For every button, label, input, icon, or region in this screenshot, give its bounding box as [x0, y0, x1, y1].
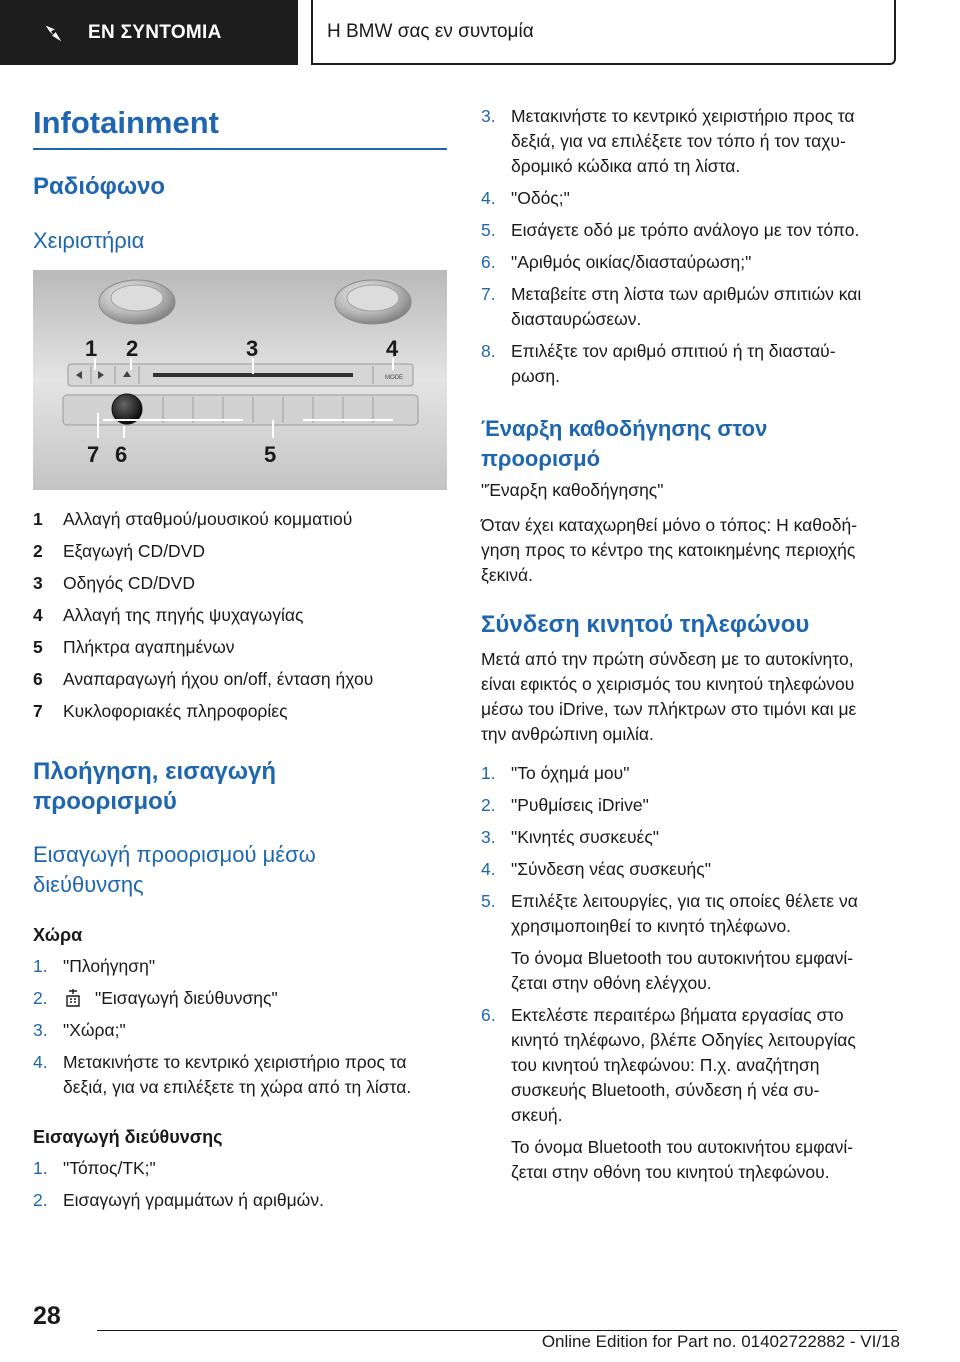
figure-callout: 1 — [85, 336, 98, 361]
page-title: Infotainment — [33, 105, 219, 140]
phone-connection-text: Μετά από την πρώτη σύνδεση με το αυτοκίνητο, είναι εφικτός ο χειρισμός του κινητού τηλεφώνου μέσω του iDrive, των πλήκτρων στο τιμόνι και με την ανθρώπινη ομιλία. — [481, 649, 857, 744]
list-item: 1. "Τόπος/ΤΚ;" — [33, 1158, 156, 1178]
legend-item: 5 Πλήκτρα αγαπημένων — [33, 636, 235, 657]
figure-callout: 5 — [264, 442, 277, 467]
list-item: 2. "Ρυθμίσεις iDrive" — [481, 795, 649, 815]
figure-callout: 4 — [386, 336, 399, 361]
address-steps-continued — [481, 104, 901, 396]
page-number: 28 — [33, 1302, 61, 1330]
address-steps — [33, 1156, 447, 1220]
list-item: 6. Εκτελέστε περαιτέρω βήματα εργασίας στο κινητό τηλέφωνο, βλέπε Οδηγίες λειτουργίας του κινητού τηλεφώνου: Π.χ. αναζήτηση συσκευής Bluetooth, σύνδεση ή νέα συ- σκευή. — [481, 1005, 856, 1125]
list-item: 2. Εισαγωγή γραμμάτων ή αριθμών. — [33, 1190, 324, 1210]
legend-item: 1 Αλλαγή σταθμού/μουσικού κομματιού — [33, 508, 353, 529]
list-item: 4. Μετακινήστε το κεντρικό χειριστήριο προς τα δεξιά, για να επιλέξετε τη χώρα από τη λίστα. — [33, 1052, 412, 1097]
legend-item: 2 Εξαγωγή CD/DVD — [33, 540, 205, 561]
start-guidance-text: Όταν έχει καταχωρηθεί μόνο ο τόπος: Η καθοδή- γηση προς το κέντρο της κατοικημένης περιοχής ξεκινά. — [481, 515, 858, 585]
header-chapter-title: Η BMW σας εν συντομία — [327, 20, 534, 42]
list-item: 2. "Εισαγωγή διεύθυνσης" — [33, 988, 278, 1008]
svg-text:MODE: MODE — [385, 375, 403, 381]
controls-heading: Χειριστήρια — [33, 228, 145, 253]
legend-item: 7 Κυκλοφοριακές πληροφορίες — [33, 700, 288, 721]
figure-callout: 7 — [87, 442, 100, 467]
legend-item: 6 Αναπαραγωγή ήχου on/off, ένταση ήχου — [33, 668, 374, 689]
address-entry-heading: Εισαγωγή προορισμού μέσω διεύθυνσης — [33, 842, 316, 897]
navigation-menu-icon — [63, 988, 83, 1008]
figure-callout: 2 — [126, 336, 139, 361]
phone-steps — [481, 761, 901, 1192]
navigation-heading: Πλοήγηση, εισαγωγή προορισμού — [33, 758, 276, 815]
header-section-tab[interactable] — [0, 0, 298, 65]
phone-connection-heading: Σύνδεση κινητού τηλεφώνου — [481, 611, 810, 638]
footer-divider — [97, 1330, 897, 1331]
list-item: 5. Επιλέξτε λειτουργίες, για τις οποίες θέλετε να χρησιμοποιηθεί το κινητό τηλέφωνο. — [481, 891, 858, 936]
country-steps — [33, 954, 447, 1107]
radio-controls-figure — [33, 270, 447, 490]
start-guidance-heading: Έναρξη καθοδήγησης στον προορισμό — [481, 416, 768, 471]
header-section-label: ΕΝ ΣΥΝΤΟΜΙΑ — [88, 21, 222, 43]
address-sub-heading: Εισαγωγή διεύθυνσης — [33, 1127, 223, 1147]
quick-reference-icon — [42, 22, 64, 44]
step-note: Το όνομα Bluetooth του αυτοκινήτου εμφανί- ζεται στην οθόνη του κινητού τηλεφώνου. — [511, 1137, 854, 1182]
list-item: 6. "Αριθμός οικίας/διασταύρωση;" — [481, 252, 752, 272]
list-item: 5. Εισάγετε οδό με τρόπο ανάλογο με τον τόπο. — [481, 220, 860, 240]
title-divider — [33, 148, 447, 150]
figure-callout: 3 — [246, 336, 259, 361]
figure-callout: 6 — [115, 442, 128, 467]
list-item: 4. "Σύνδεση νέας συσκευής" — [481, 859, 711, 879]
start-guidance-quote: "Έναρξη καθοδήγησης" — [481, 480, 664, 500]
list-item: 1. "Το όχημά μου" — [481, 763, 630, 783]
list-item: 4. "Οδός;" — [481, 188, 570, 208]
list-item: 3. "Χώρα;" — [33, 1020, 126, 1040]
list-item: 8. Επιλέξτε τον αριθμό σπιτιού ή τη διασταύ- ρωση. — [481, 341, 836, 386]
list-item: 3. Μετακινήστε το κεντρικό χειριστήριο προς τα δεξιά, για να επιλέξετε τον τόπο ή τον ταχυ- δρομικό κώδικα από τη λίστα. — [481, 106, 855, 176]
legend-item: 4 Αλλαγή της πηγής ψυχαγωγίας — [33, 604, 304, 625]
footer-edition: Online Edition for Part no. 01402722882 - VI/18 — [541, 1332, 900, 1351]
radio-heading: Ραδιόφωνο — [33, 173, 166, 200]
step-note: Το όνομα Bluetooth του αυτοκινήτου εμφανί- ζεται στην οθόνη ελέγχου. — [511, 948, 854, 993]
controls-legend — [33, 503, 447, 727]
list-item: 3. "Κινητές συσκευές" — [481, 827, 660, 847]
legend-item: 3 Οδηγός CD/DVD — [33, 572, 195, 593]
list-item: 7. Μεταβείτε στη λίστα των αριθμών σπιτιών και διασταυρώσεων. — [481, 284, 862, 329]
header-chapter-box — [311, 0, 896, 65]
country-heading: Χώρα — [33, 925, 83, 945]
list-item: 1. "Πλοήγηση" — [33, 956, 156, 976]
